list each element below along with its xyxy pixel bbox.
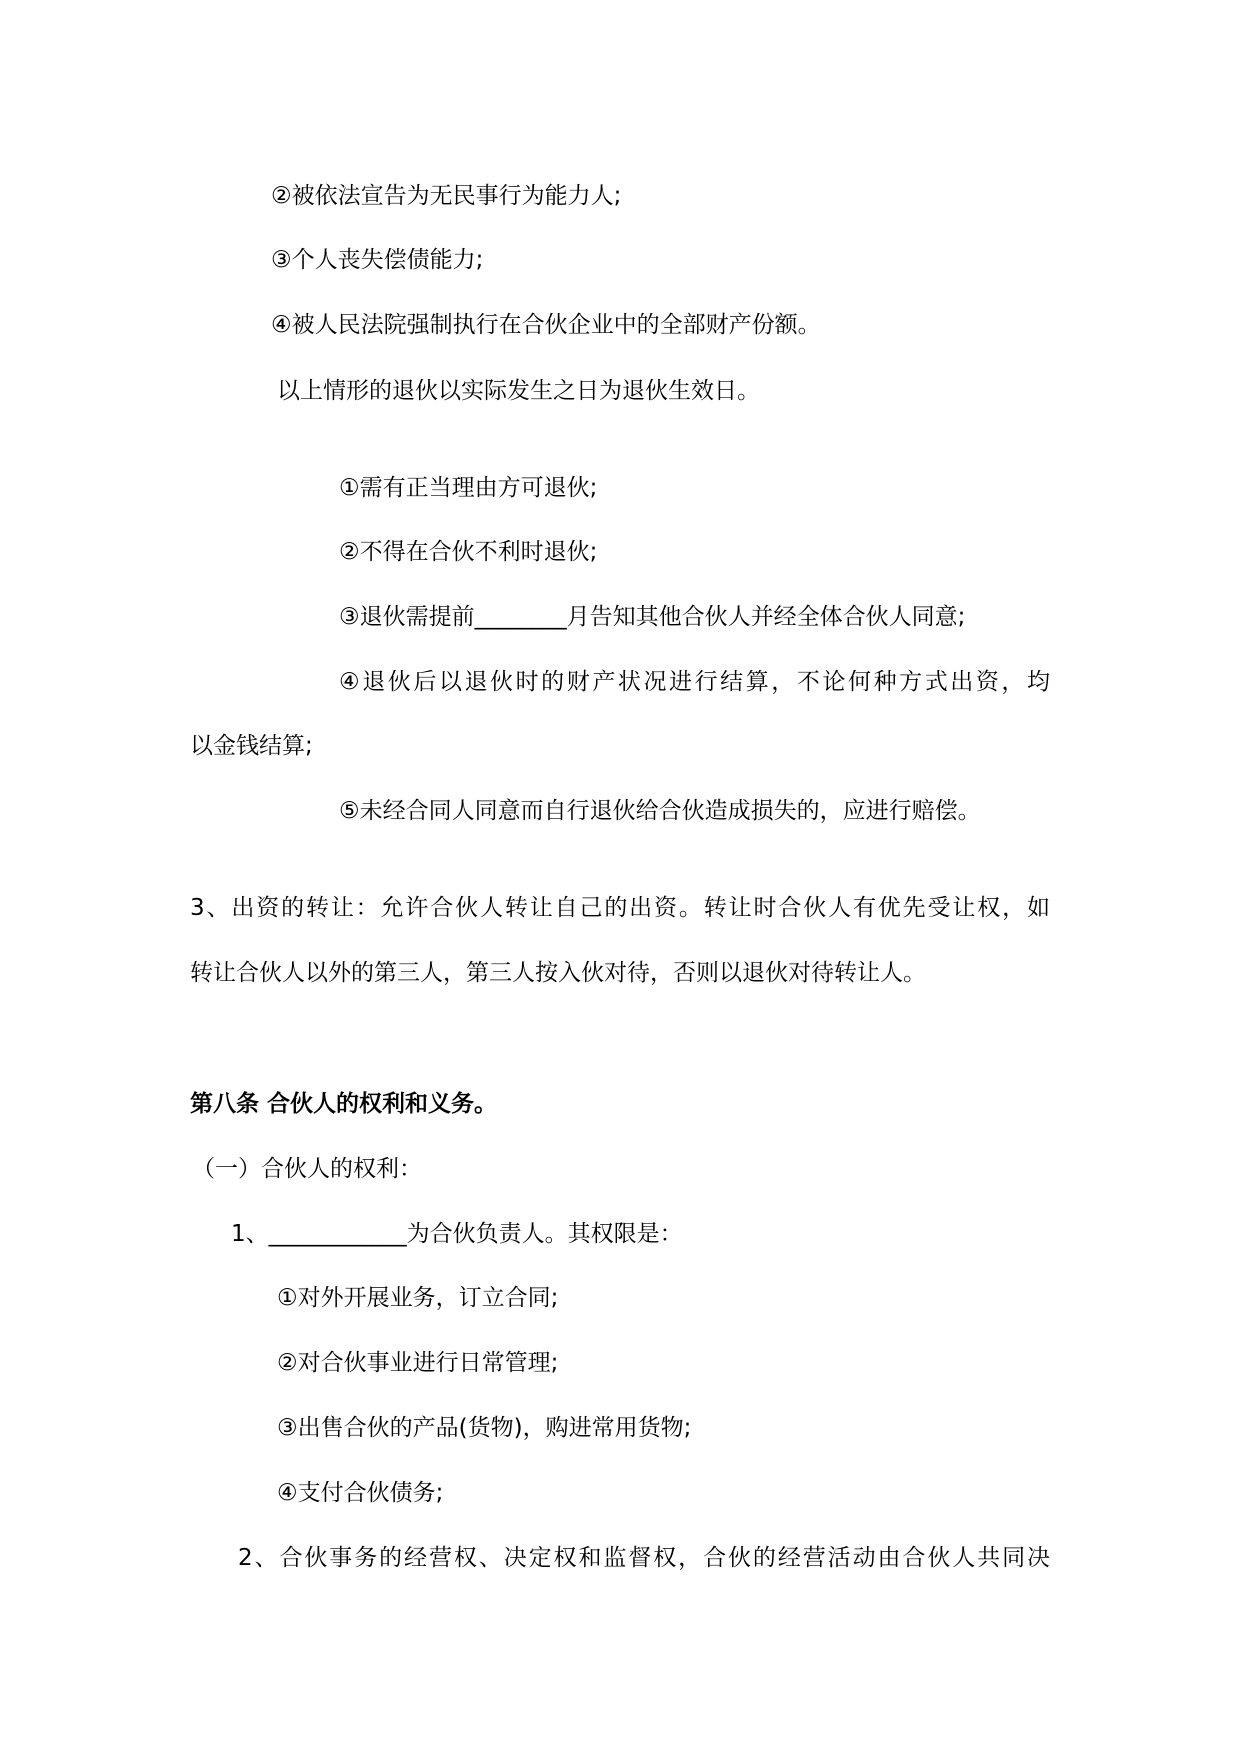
clause-item: ⑤未经合同人同意而自行退伙给合伙造成损失的，应进行赔偿。 [339,798,981,824]
paragraph: 3、出资的转让：允许合伙人转让自己的出资。转让时合伙人有优先受让权，如 [190,895,1050,921]
clause-item: ①需有正当理由方可退伙; [339,475,598,501]
clause-item: ③出售合伙的产品(货物)，购进常用货物; [277,1415,692,1441]
paragraph: 以上情形的退伙以实际发生之日为退伙生效日。 [277,378,760,404]
paragraph: 1、____________为合伙负责人。其权限是： [231,1221,683,1247]
clause-item: ①对外开展业务，订立合同; [277,1285,559,1311]
clause-item-continuation: 以金钱结算; [190,733,313,759]
clause-item: ③退伙需提前________月告知其他合伙人并经全体合伙人同意; [339,604,966,630]
paragraph-continuation: 转让合伙人以外的第三人，第三人按入伙对待，否则以退伙对待转让人。 [190,960,926,986]
clause-item: ④被人民法院强制执行在合伙企业中的全部财产份额。 [271,312,821,338]
clause-item: ②不得在合伙不利时退伙; [339,539,598,565]
clause-item: ②被依法宣告为无民事行为能力人; [271,183,622,209]
paragraph: 2、合伙事务的经营权、决定权和监督权，合伙的经营活动由合伙人共同决 [238,1545,1050,1571]
clause-item: ④支付合伙债务; [277,1480,444,1506]
clause-item: ④退伙后以退伙时的财产状况进行结算，不论何种方式出资，均 [339,669,1050,695]
article-heading: 第八条 合伙人的权利和义务。 [190,1091,498,1117]
clause-item: ③个人丧失偿债能力; [271,247,484,273]
clause-item: ②对合伙事业进行日常管理; [277,1350,559,1376]
section-heading: （一）合伙人的权利： [192,1156,422,1182]
